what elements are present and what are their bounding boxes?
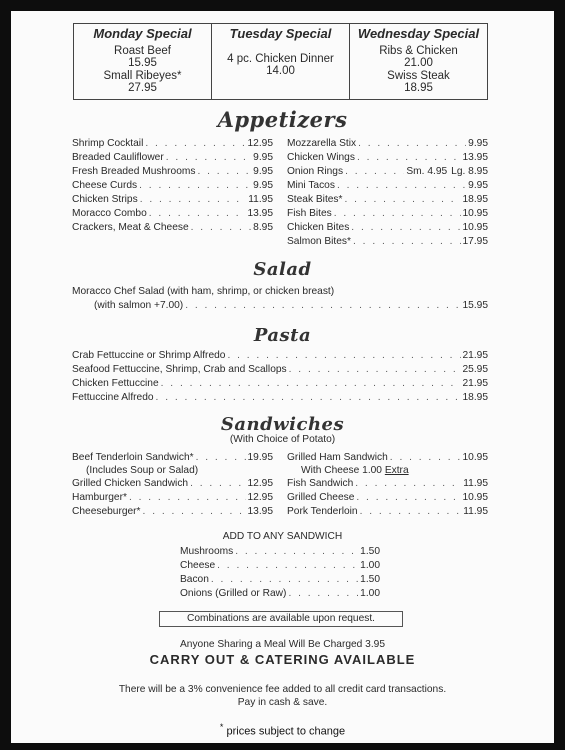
- menu-item: [287, 137, 488, 150]
- daily-specials-box: [73, 23, 488, 100]
- item-price: 19.95: [247, 452, 273, 463]
- item-price: 25.95: [462, 364, 488, 375]
- menu-item: [287, 235, 488, 248]
- item-price-small: Sm. 4.95: [406, 166, 448, 177]
- item-price: 1.00: [360, 588, 380, 599]
- menu-item: [72, 505, 273, 518]
- item-note: [301, 464, 409, 477]
- item-name: Mushrooms: [180, 546, 234, 557]
- menu-item: [287, 477, 488, 490]
- item-name: Breaded Cauliflower: [72, 152, 164, 163]
- item-price: Lg. 8.95: [451, 166, 488, 177]
- menu-item: [72, 477, 273, 490]
- item-name: Cheeseburger*: [72, 506, 141, 517]
- item-price: 17.95: [462, 236, 488, 247]
- item-name: Fish Sandwich: [287, 478, 354, 489]
- item-price: 1.00: [360, 560, 380, 571]
- menu-item: [72, 391, 488, 404]
- special-line: Small Ribeyes*: [103, 69, 182, 82]
- pay-cash-note: Pay in cash & save.: [237, 697, 328, 708]
- item-price: 21.95: [462, 378, 488, 389]
- item-name: Crackers, Meat & Cheese: [72, 222, 189, 233]
- price-change-note: [11, 722, 554, 738]
- special-line: 18.95: [404, 82, 433, 94]
- menu-item: [287, 491, 488, 504]
- menu-item: [287, 207, 488, 220]
- addons-heading: ADD TO ANY SANDWICH: [222, 531, 343, 542]
- tuesday-special: [211, 24, 349, 99]
- menu-item: [287, 179, 488, 192]
- item-name: Seafood Fettuccine, Shrimp, Crab and Scallops: [72, 364, 287, 375]
- menu-item: [72, 179, 273, 192]
- special-line: Roast Beef: [114, 44, 171, 57]
- item-price: 18.95: [462, 194, 488, 205]
- combinations-notice: Combinations are available upon request.: [159, 611, 403, 627]
- convenience-fee-note: There will be a 3% convenience fee added to all credit card transactions.: [118, 684, 447, 695]
- item-name: Chicken Fettuccine: [72, 378, 159, 389]
- item-name: Grilled Ham Sandwich: [287, 452, 388, 463]
- addon-item: [180, 545, 380, 558]
- item-price: 10.95: [462, 452, 488, 463]
- special-day-title: Wednesday Special: [357, 26, 480, 41]
- menu-item: [94, 299, 488, 312]
- menu-item: [287, 505, 488, 518]
- special-line: Ribs & Chicken: [379, 44, 458, 57]
- asterisk-mark: *: [219, 722, 224, 732]
- addon-item: [180, 587, 380, 600]
- item-price: 1.50: [360, 546, 380, 557]
- menu-item: [72, 193, 273, 206]
- item-name: Grilled Chicken Sandwich: [72, 478, 189, 489]
- item-name: Bacon: [180, 574, 209, 585]
- special-line: 15.95: [128, 57, 157, 69]
- menu-item: [72, 363, 488, 376]
- item-price: 1.50: [360, 574, 380, 585]
- item-price: 9.95: [253, 152, 273, 163]
- menu-page: [11, 11, 554, 743]
- menu-item: [72, 451, 273, 464]
- item-note-extra: Extra: [384, 465, 409, 476]
- item-price: 10.95: [462, 492, 488, 503]
- item-price: 13.95: [247, 208, 273, 219]
- item-price: 12.95: [247, 138, 273, 149]
- menu-item: [72, 165, 273, 178]
- item-name: Cheese: [180, 560, 216, 571]
- item-price: 9.95: [468, 138, 488, 149]
- special-line: 27.95: [128, 82, 157, 94]
- item-price: 18.95: [462, 392, 488, 403]
- item-name: Mini Tacos: [287, 180, 335, 191]
- item-price: 15.95: [462, 300, 488, 311]
- item-price: 11.95: [463, 478, 488, 489]
- item-name: Grilled Cheese: [287, 492, 355, 503]
- item-name: Cheese Curds: [72, 180, 138, 191]
- item-name: (with salmon +7.00): [94, 300, 184, 311]
- item-name: Fresh Breaded Mushrooms: [72, 166, 196, 177]
- item-price: 21.95: [462, 350, 488, 361]
- item-name: Shrimp Cocktail: [72, 138, 144, 149]
- addon-item: [180, 573, 380, 586]
- sandwiches-subtitle: (With Choice of Potato): [229, 434, 336, 445]
- item-name: Chicken Strips: [72, 194, 138, 205]
- item-name: Steak Bites*: [287, 194, 343, 205]
- menu-item: [72, 349, 488, 362]
- special-line: 14.00: [266, 65, 295, 77]
- menu-item: [287, 451, 488, 464]
- carry-out-banner: CARRY OUT & CATERING AVAILABLE: [149, 652, 416, 667]
- item-price: 9.95: [253, 180, 273, 191]
- special-line: 21.00: [404, 57, 433, 69]
- item-price: 13.95: [247, 506, 273, 517]
- monday-special: [74, 24, 211, 99]
- item-name: Mozzarella Stix: [287, 138, 357, 149]
- salad-description: Moracco Chef Salad (with ham, shrimp, or chicken breast): [72, 286, 335, 297]
- menu-item: [72, 137, 273, 150]
- appetizers-heading: Appetizers: [217, 107, 348, 132]
- special-day-title: Monday Special: [93, 26, 192, 41]
- item-name: Chicken Bites: [287, 222, 350, 233]
- item-name: Onion Rings: [287, 166, 344, 177]
- special-line: 4 pc. Chicken Dinner: [227, 52, 334, 65]
- item-name: Crab Fettuccine or Shrimp Alfredo: [72, 350, 226, 361]
- item-price: 13.95: [462, 152, 488, 163]
- pasta-heading: Pasta: [253, 325, 312, 346]
- sharing-charge-note: Anyone Sharing a Meal Will Be Charged 3.95: [180, 639, 385, 650]
- menu-item: [72, 377, 488, 390]
- item-price: 10.95: [462, 208, 488, 219]
- item-name: Onions (Grilled or Raw): [180, 588, 287, 599]
- menu-item: [72, 491, 273, 504]
- menu-item: [287, 193, 488, 206]
- wednesday-special: [349, 24, 487, 99]
- special-day-title: Tuesday Special: [229, 26, 332, 41]
- item-name: Salmon Bites*: [287, 236, 351, 247]
- item-name: Hamburger*: [72, 492, 127, 503]
- menu-item: [287, 165, 488, 178]
- item-price: 9.95: [468, 180, 488, 191]
- salad-heading: Salad: [253, 259, 312, 280]
- item-note-text: With Cheese 1.00: [301, 465, 382, 476]
- item-name: Fettuccine Alfredo: [72, 392, 154, 403]
- item-note: (Includes Soup or Salad): [86, 465, 199, 476]
- item-price: 12.95: [247, 492, 273, 503]
- item-price: 11.95: [248, 194, 273, 205]
- menu-item: [287, 151, 488, 164]
- price-change-text: prices subject to change: [226, 725, 346, 738]
- item-price: 9.95: [253, 166, 273, 177]
- item-price: 12.95: [247, 478, 273, 489]
- item-name: Moracco Combo: [72, 208, 147, 219]
- item-name: Pork Tenderloin: [287, 506, 358, 517]
- special-line: Swiss Steak: [387, 69, 450, 82]
- menu-item: [72, 151, 273, 164]
- item-name: Chicken Wings: [287, 152, 355, 163]
- item-name: Beef Tenderloin Sandwich*: [72, 452, 194, 463]
- item-name: Fish Bites: [287, 208, 332, 219]
- item-price: 8.95: [253, 222, 273, 233]
- menu-item: [287, 221, 488, 234]
- sandwiches-heading: Sandwiches: [220, 414, 345, 435]
- menu-item: [72, 221, 273, 234]
- addon-item: [180, 559, 380, 572]
- menu-item: [72, 207, 273, 220]
- item-price: 11.95: [463, 506, 488, 517]
- item-price: 10.95: [462, 222, 488, 233]
